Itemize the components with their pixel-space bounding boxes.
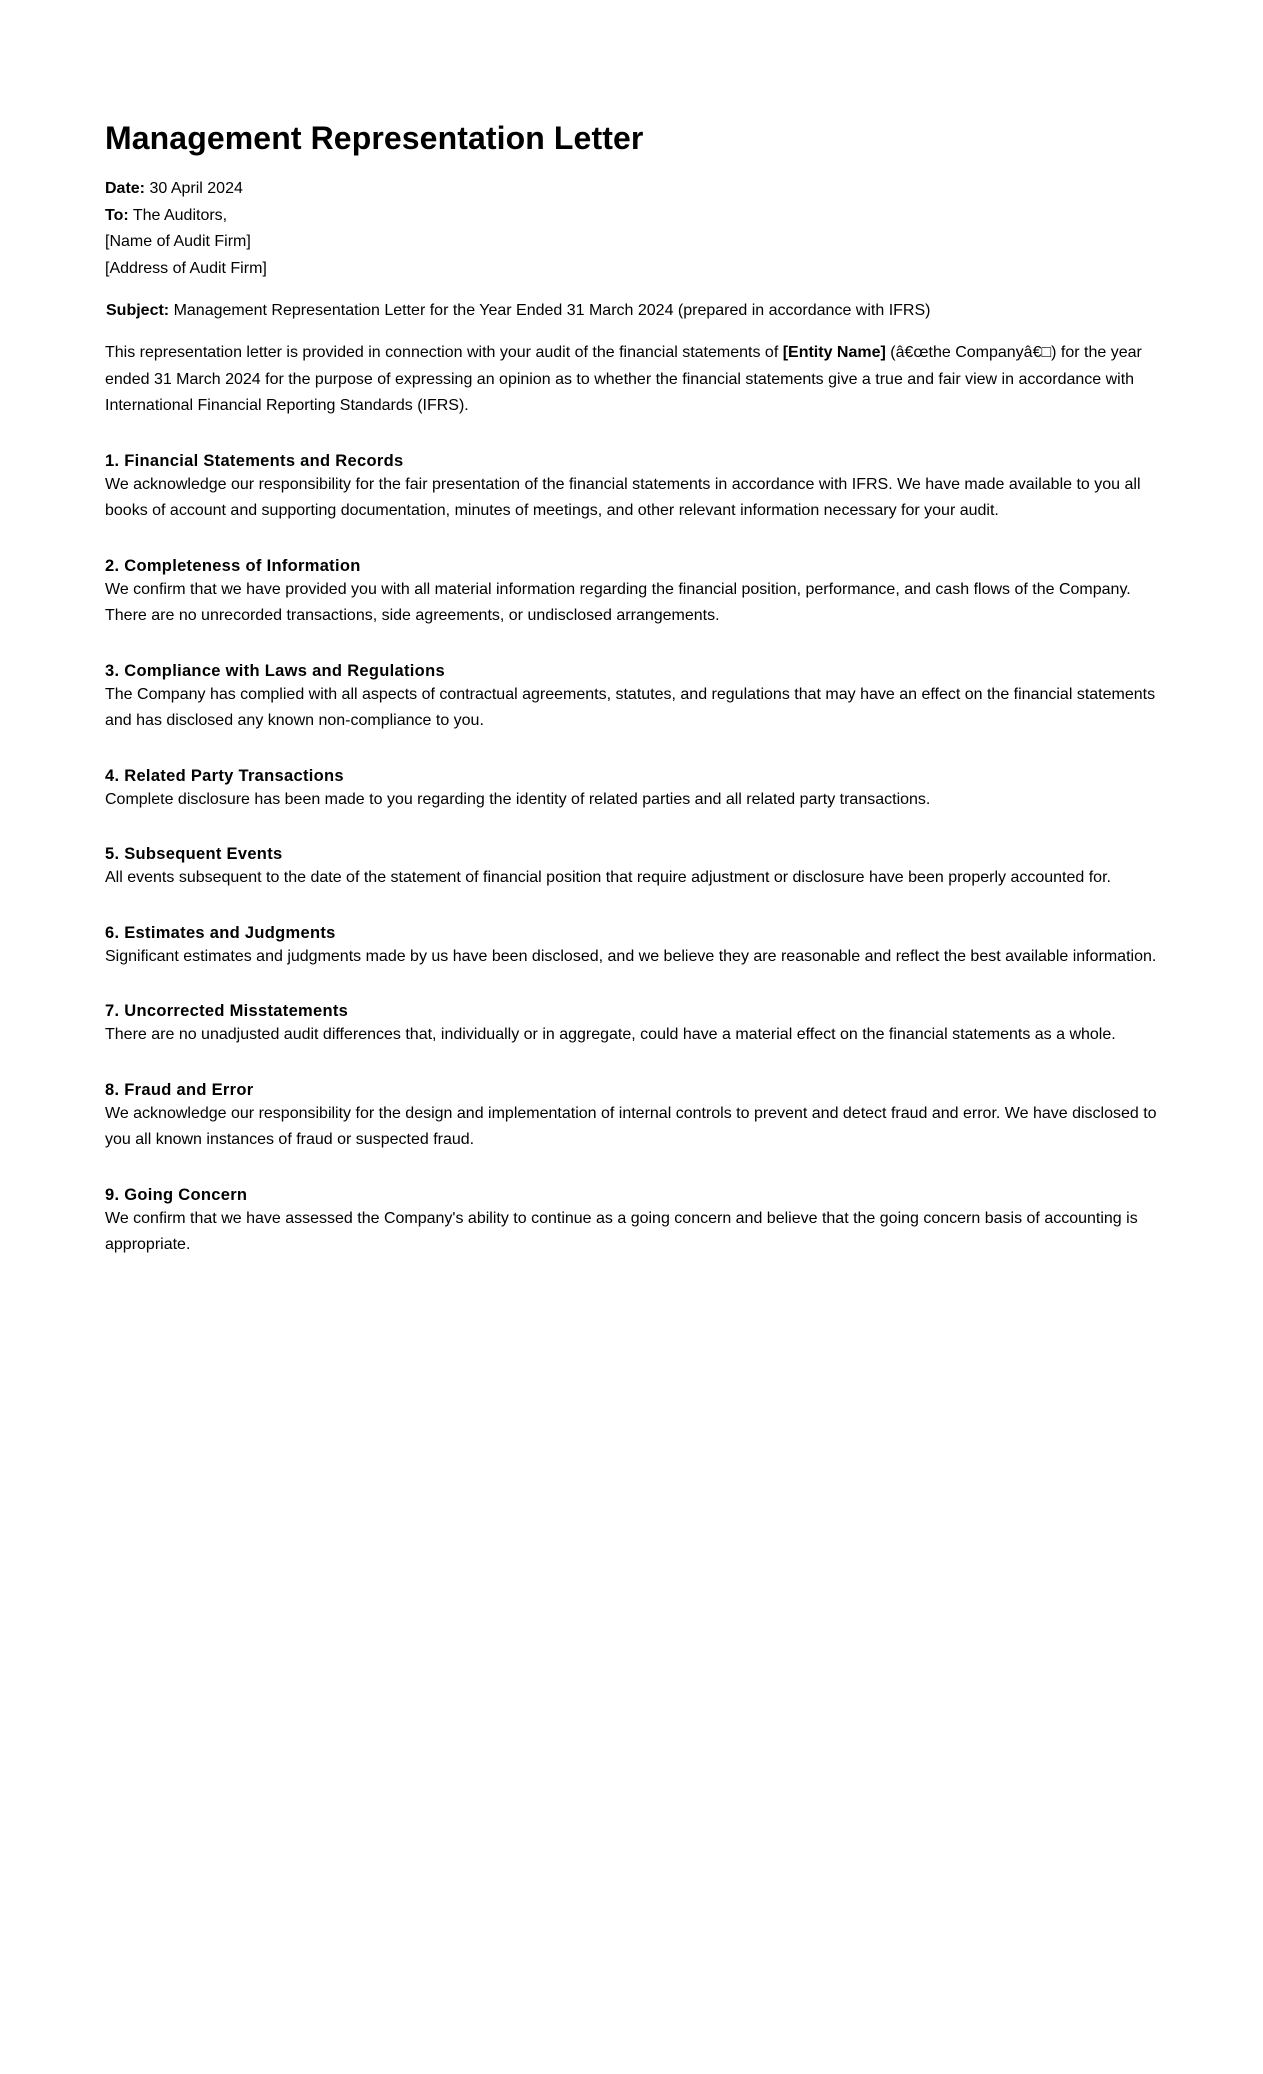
intro-text-end: (â€œthe Companyâ€□) for the year ended 31 March 2024 for the purpose of expressing an opinion as to whether the financial statements give a true and fair view in accordance with International Financial Reporting Standards (IFRS). bbox=[105, 344, 1142, 414]
section-heading: 4. Related Party Transactions bbox=[105, 766, 344, 785]
page-title: Management Representation Letter bbox=[105, 120, 644, 156]
section-heading: 1. Financial Statements and Records bbox=[105, 451, 404, 470]
subject-label: Subject: bbox=[106, 302, 170, 319]
section-body: We confirm that we have provided you with all material information regarding the financial position, performance, and cash flows of the Company. There are no unrecorded transactions, side agreements, or undisclosed arrangements. bbox=[105, 580, 1131, 624]
section-misstatements bbox=[105, 1000, 1165, 1049]
section-body: We confirm that we have assessed the Company's ability to continue as a going concern and believe that the going concern basis of accounting is appropriate. bbox=[105, 1209, 1138, 1253]
date-value: 30 April 2024 bbox=[145, 180, 243, 197]
date-label: Date: bbox=[105, 180, 146, 197]
section-fraud bbox=[105, 1079, 1165, 1154]
section-body: Significant estimates and judgments made by us have been disclosed, and we believe they are reasonable and reflect the best available information. bbox=[105, 947, 1157, 965]
section-heading: 8. Fraud and Error bbox=[105, 1080, 254, 1099]
section-body: We acknowledge our responsibility for the design and implementation of internal controls to prevent and detect fraud and error. We have disclosed to you all known instances of fraud or suspected fraud. bbox=[105, 1104, 1157, 1148]
letter-body bbox=[105, 118, 1165, 1259]
date-line bbox=[105, 176, 1165, 203]
firm-address: [Address of Audit Firm] bbox=[105, 259, 267, 277]
entity-name-placeholder: [Entity Name] bbox=[782, 344, 886, 361]
firm-name: [Name of Audit Firm] bbox=[105, 233, 251, 250]
recipient-line bbox=[105, 203, 1165, 230]
subject-line bbox=[106, 298, 1165, 324]
section-body: There are no unadjusted audit differences that, individually or in aggregate, could have a material effect on the financial statements as a whole. bbox=[105, 1026, 1116, 1043]
intro-text-start: This representation letter is provided in connection with your audit of the financial statements of bbox=[105, 344, 783, 361]
to-value: The Auditors, bbox=[128, 206, 228, 224]
sections-list bbox=[105, 450, 1165, 1259]
section-heading: 3. Compliance with Laws and Regulations bbox=[105, 661, 445, 680]
section-heading: 6. Estimates and Judgments bbox=[105, 923, 336, 942]
section-heading: 9. Going Concern bbox=[105, 1185, 248, 1204]
section-estimates bbox=[105, 922, 1165, 971]
intro-paragraph bbox=[105, 340, 1165, 420]
section-body: The Company has complied with all aspects of contractual agreements, statutes, and regulations that may have an effect on the financial statements and has disclosed any known non-compliance to you. bbox=[105, 685, 1156, 729]
section-heading: 5. Subsequent Events bbox=[105, 845, 283, 863]
section-body: We acknowledge our responsibility for the fair presentation of the financial statements in accordance with IFRS. We have made available to you all books of account and supporting documentation, minutes of meetings, and other relevant information necessary for your audit. bbox=[105, 475, 1141, 519]
to-label: To: bbox=[105, 206, 129, 224]
section-completeness bbox=[105, 555, 1165, 630]
section-compliance bbox=[105, 660, 1165, 735]
section-heading: 7. Uncorrected Misstatements bbox=[105, 1002, 349, 1020]
section-heading: 2. Completeness of Information bbox=[105, 556, 361, 575]
section-body: Complete disclosure has been made to you regarding the identity of related parties and all related party transactions. bbox=[105, 790, 931, 808]
subject-value: Management Representation Letter for the Year Ended 31 March 2024 (prepared in accordance with IFRS) bbox=[169, 302, 931, 319]
section-related-party bbox=[105, 765, 1165, 814]
section-going-concern bbox=[105, 1184, 1165, 1259]
section-body: All events subsequent to the date of the statement of financial position that require adjustment or disclosure have been properly accounted for. bbox=[105, 869, 1111, 886]
section-subsequent-events bbox=[105, 843, 1165, 892]
section-financial-statements bbox=[105, 450, 1165, 525]
